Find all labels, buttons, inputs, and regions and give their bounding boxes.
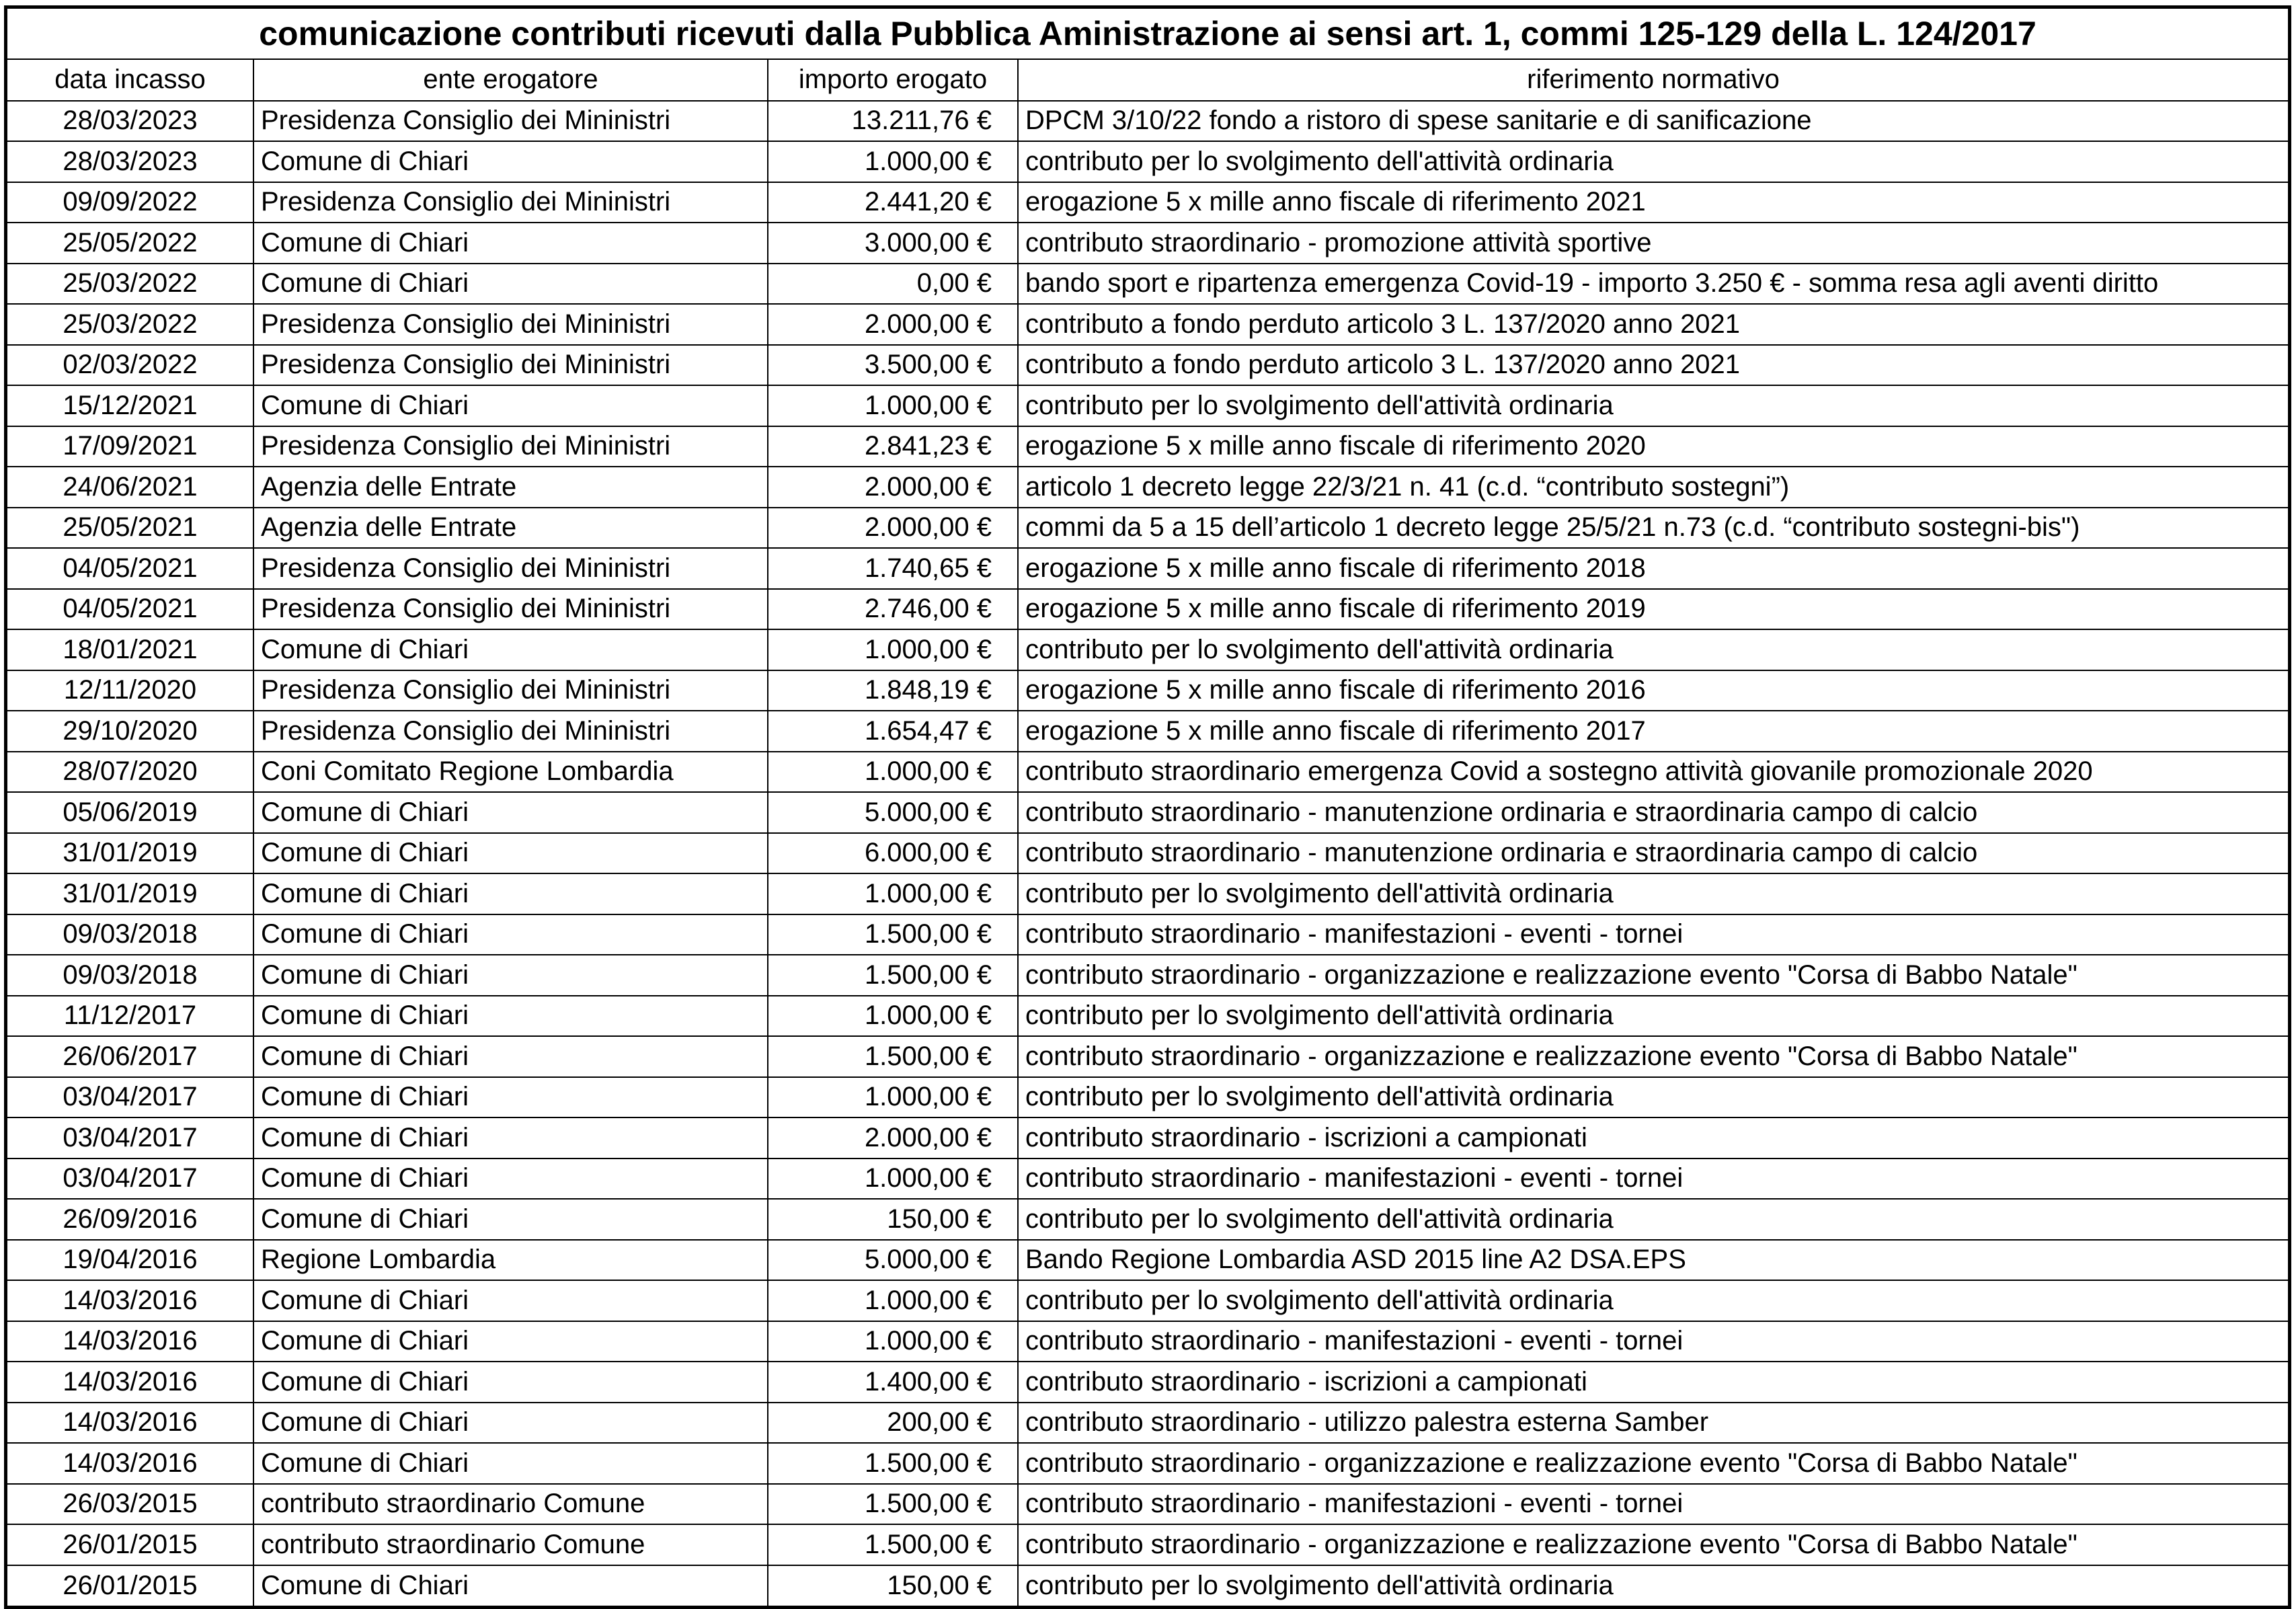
table-row [7,467,2288,508]
cell-reference: erogazione 5 x mille anno fiscale di riferimento 2020 [1018,426,2288,467]
cell-date: 26/01/2015 [7,1565,253,1606]
cell-reference: contributo a fondo perduto articolo 3 L. 137/2020 anno 2021 [1018,304,2288,345]
cell-date: 04/05/2021 [7,548,253,589]
cell-amount: 2.000,00 € [768,467,1018,508]
cell-reference: contributo per lo svolgimento dell'attività ordinaria [1018,1280,2288,1321]
cell-reference: contributo per lo svolgimento dell'attività ordinaria [1018,385,2288,426]
cell-reference: contributo straordinario - manifestazioni - eventi - tornei [1018,1484,2288,1525]
cell-date: 17/09/2021 [7,426,253,467]
cell-date: 26/06/2017 [7,1036,253,1077]
table-row [7,1484,2288,1525]
cell-reference: contributo straordinario - manutenzione ordinaria e straordinaria campo di calcio [1018,792,2288,833]
cell-ente: Comune di Chiari [253,1117,768,1159]
cell-ente: Presidenza Consiglio dei Mininistri [253,304,768,345]
cell-amount: 13.211,76 € [768,101,1018,142]
cell-ente: Presidenza Consiglio dei Mininistri [253,548,768,589]
cell-ente: contributo straordinario Comune [253,1524,768,1565]
cell-ente: Comune di Chiari [253,1159,768,1200]
cell-ente: Comune di Chiari [253,1362,768,1403]
cell-reference: DPCM 3/10/22 fondo a ristoro di spese sanitarie e di sanificazione [1018,101,2288,142]
table-row [7,711,2288,752]
cell-amount: 1.500,00 € [768,1484,1018,1525]
cell-date: 18/01/2021 [7,629,253,670]
contributions-sheet [4,5,2291,1609]
cell-ente: Comune di Chiari [253,141,768,182]
cell-date: 26/03/2015 [7,1484,253,1525]
cell-reference: contributo straordinario - organizzazione e realizzazione evento "Corsa di Babbo Natale" [1018,1036,2288,1077]
table-row [7,670,2288,711]
cell-amount: 1.500,00 € [768,1524,1018,1565]
cell-ente: Comune di Chiari [253,1077,768,1118]
table-row [7,1077,2288,1118]
cell-amount: 1.500,00 € [768,955,1018,996]
table-row [7,508,2288,549]
cell-ente: Presidenza Consiglio dei Mininistri [253,589,768,630]
cell-date: 03/04/2017 [7,1077,253,1118]
cell-amount: 150,00 € [768,1565,1018,1606]
cell-amount: 200,00 € [768,1403,1018,1444]
cell-date: 15/12/2021 [7,385,253,426]
cell-ente: Comune di Chiari [253,873,768,914]
cell-amount: 1.500,00 € [768,914,1018,955]
table-row [7,792,2288,833]
table-row [7,345,2288,386]
cell-ente: Comune di Chiari [253,1321,768,1362]
cell-amount: 0,00 € [768,264,1018,305]
cell-reference: contributo a fondo perduto articolo 3 L. 137/2020 anno 2021 [1018,345,2288,386]
cell-reference: contributo straordinario - manifestazioni - eventi - tornei [1018,914,2288,955]
cell-amount: 1.500,00 € [768,1036,1018,1077]
cell-date: 26/01/2015 [7,1524,253,1565]
cell-reference: erogazione 5 x mille anno fiscale di riferimento 2018 [1018,548,2288,589]
cell-ente: Comune di Chiari [253,1199,768,1240]
cell-ente: Presidenza Consiglio dei Mininistri [253,101,768,142]
cell-reference: erogazione 5 x mille anno fiscale di riferimento 2017 [1018,711,2288,752]
cell-reference: contributo straordinario - organizzazione e realizzazione evento "Corsa di Babbo Natale" [1018,1524,2288,1565]
cell-ente: Agenzia delle Entrate [253,467,768,508]
table-row [7,752,2288,793]
cell-amount: 1.000,00 € [768,629,1018,670]
cell-ente: Comune di Chiari [253,1280,768,1321]
cell-date: 25/05/2022 [7,223,253,264]
cell-ente: Comune di Chiari [253,833,768,874]
cell-amount: 3.500,00 € [768,345,1018,386]
cell-date: 26/09/2016 [7,1199,253,1240]
cell-ente: Presidenza Consiglio dei Mininistri [253,670,768,711]
cell-reference: contributo straordinario - manifestazioni - eventi - tornei [1018,1321,2288,1362]
cell-amount: 1.654,47 € [768,711,1018,752]
cell-reference: contributo straordinario - organizzazione e realizzazione evento "Corsa di Babbo Natale" [1018,955,2288,996]
table-row [7,589,2288,630]
cell-ente: Comune di Chiari [253,1443,768,1484]
cell-reference: contributo per lo svolgimento dell'attività ordinaria [1018,873,2288,914]
cell-amount: 2.746,00 € [768,589,1018,630]
cell-amount: 2.441,20 € [768,182,1018,223]
cell-date: 02/03/2022 [7,345,253,386]
cell-amount: 5.000,00 € [768,1240,1018,1281]
table-row [7,426,2288,467]
cell-amount: 1.000,00 € [768,996,1018,1037]
cell-date: 09/03/2018 [7,955,253,996]
cell-date: 29/10/2020 [7,711,253,752]
cell-reference: contributo straordinario - promozione attività sportive [1018,223,2288,264]
cell-reference: erogazione 5 x mille anno fiscale di riferimento 2019 [1018,589,2288,630]
table-row [7,629,2288,670]
cell-date: 14/03/2016 [7,1321,253,1362]
cell-ente: Comune di Chiari [253,1036,768,1077]
cell-ente: Presidenza Consiglio dei Mininistri [253,182,768,223]
table-row [7,1199,2288,1240]
cell-reference: contributo per lo svolgimento dell'attività ordinaria [1018,996,2288,1037]
cell-amount: 1.400,00 € [768,1362,1018,1403]
cell-date: 12/11/2020 [7,670,253,711]
cell-reference: erogazione 5 x mille anno fiscale di riferimento 2021 [1018,182,2288,223]
cell-date: 25/03/2022 [7,264,253,305]
cell-date: 19/04/2016 [7,1240,253,1281]
cell-amount: 6.000,00 € [768,833,1018,874]
cell-reference: Bando Regione Lombardia ASD 2015 line A2 DSA.EPS [1018,1240,2288,1281]
table-row [7,223,2288,264]
cell-date: 14/03/2016 [7,1443,253,1484]
cell-date: 25/03/2022 [7,304,253,345]
cell-reference: contributo per lo svolgimento dell'attività ordinaria [1018,1199,2288,1240]
cell-ente: Presidenza Consiglio dei Mininistri [253,345,768,386]
cell-ente: Presidenza Consiglio dei Mininistri [253,426,768,467]
cell-reference: contributo straordinario - organizzazione e realizzazione evento "Corsa di Babbo Natale" [1018,1443,2288,1484]
table-row [7,101,2288,142]
cell-ente: Agenzia delle Entrate [253,508,768,549]
cell-amount: 1.500,00 € [768,1443,1018,1484]
table-row [7,1117,2288,1159]
cell-date: 03/04/2017 [7,1117,253,1159]
cell-reference: commi da 5 a 15 dell’articolo 1 decreto legge 25/5/21 n.73 (c.d. “contributo sostegni-bis") [1018,508,2288,549]
cell-amount: 1.000,00 € [768,1077,1018,1118]
cell-amount: 1.848,19 € [768,670,1018,711]
cell-amount: 1.000,00 € [768,1321,1018,1362]
cell-amount: 2.000,00 € [768,508,1018,549]
table-row [7,141,2288,182]
cell-amount: 3.000,00 € [768,223,1018,264]
cell-reference: contributo per lo svolgimento dell'attività ordinaria [1018,141,2288,182]
table-row [7,1036,2288,1077]
cell-ente: Comune di Chiari [253,1565,768,1606]
cell-ente: Comune di Chiari [253,955,768,996]
table-row [7,873,2288,914]
table-row [7,182,2288,223]
cell-ente: Comune di Chiari [253,996,768,1037]
cell-date: 28/07/2020 [7,752,253,793]
cell-amount: 5.000,00 € [768,792,1018,833]
cell-date: 31/01/2019 [7,833,253,874]
cell-amount: 2.000,00 € [768,1117,1018,1159]
table-body [7,101,2288,1606]
cell-date: 05/06/2019 [7,792,253,833]
cell-amount: 1.000,00 € [768,141,1018,182]
table-row [7,914,2288,955]
table-row [7,1403,2288,1444]
cell-date: 14/03/2016 [7,1362,253,1403]
cell-reference: contributo per lo svolgimento dell'attività ordinaria [1025,1570,1614,1600]
cell-reference: contributo straordinario - manifestazioni - eventi - tornei [1018,1159,2288,1200]
cell-ente: Comune di Chiari [253,264,768,305]
cell-reference: contributo straordinario emergenza Covid a sostegno attività giovanile promozionale 2020 [1018,752,2288,793]
cell-date: 28/03/2023 [7,101,253,142]
cell-ente: Comune di Chiari [253,914,768,955]
cell-amount: 1.000,00 € [768,385,1018,426]
column-header-reference: riferimento normativo [1018,60,2288,101]
cell-amount: 150,00 € [768,1199,1018,1240]
column-header-amount: importo erogato [768,60,1018,101]
cell-amount: 1.000,00 € [768,752,1018,793]
table-row [7,385,2288,426]
cell-reference: bando sport e ripartenza emergenza Covid-19 - importo 3.250 € - somma resa agli aventi diritto [1018,264,2288,305]
cell-date: 25/05/2021 [7,508,253,549]
contributions-table [7,60,2288,1606]
cell-amount: 1.000,00 € [768,1280,1018,1321]
cell-amount: 1.000,00 € [768,1159,1018,1200]
cell-ente: Comune di Chiari [253,223,768,264]
table-row [7,548,2288,589]
table-row [7,1362,2288,1403]
cell-reference: erogazione 5 x mille anno fiscale di riferimento 2016 [1018,670,2288,711]
table-row [7,955,2288,996]
cell-ente: Comune di Chiari [253,385,768,426]
cell-reference: contributo straordinario - utilizzo palestra esterna Samber [1018,1403,2288,1444]
cell-date: 11/12/2017 [7,996,253,1037]
cell-date: 31/01/2019 [7,873,253,914]
cell-ente: Comune di Chiari [253,792,768,833]
table-row [7,264,2288,305]
cell-amount: 2.841,23 € [768,426,1018,467]
cell-reference: contributo straordinario - manutenzione ordinaria e straordinaria campo di calcio [1018,833,2288,874]
cell-date: 24/06/2021 [7,467,253,508]
cell-date: 03/04/2017 [7,1159,253,1200]
cell-reference: articolo 1 decreto legge 22/3/21 n. 41 (c.d. “contributo sostegni”) [1018,467,2288,508]
cell-ente: contributo straordinario Comune [253,1484,768,1525]
cell-amount: 1.000,00 € [768,873,1018,914]
cell-amount: 2.000,00 € [768,304,1018,345]
cell-ente: Coni Comitato Regione Lombardia [253,752,768,793]
column-header-date: data incasso [7,60,253,101]
cell-date: 14/03/2016 [7,1280,253,1321]
table-row [7,1159,2288,1200]
cell-ente: Comune di Chiari [253,1403,768,1444]
table-row [7,833,2288,874]
cell-reference: contributo per lo svolgimento dell'attività ordinaria [1018,629,2288,670]
cell-reference: contributo straordinario - iscrizioni a campionati [1018,1362,2288,1403]
cell-ente: Presidenza Consiglio dei Mininistri [253,711,768,752]
table-row [7,1565,2288,1606]
table-row [7,1321,2288,1362]
table-row [7,996,2288,1037]
table-row [7,1524,2288,1565]
table-row [7,1443,2288,1484]
cell-amount: 1.740,65 € [768,548,1018,589]
cell-date: 28/03/2023 [7,141,253,182]
cell-reference: contributo straordinario - iscrizioni a campionati [1018,1117,2288,1159]
cell-reference: contributo per lo svolgimento dell'attività ordinaria [1018,1077,2288,1118]
cell-date: 09/03/2018 [7,914,253,955]
column-header-ente: ente erogatore [253,60,768,101]
sheet-title: comunicazione contributi ricevuti dalla Pubblica Aministrazione ai sensi art. 1, commi 125-129 della L. 124/2017 [7,9,2288,60]
cell-date: 04/05/2021 [7,589,253,630]
table-row [7,304,2288,345]
header-row [7,60,2288,101]
cell-date: 09/09/2022 [7,182,253,223]
table-row [7,1240,2288,1281]
cell-ente: Comune di Chiari [253,629,768,670]
cell-date: 14/03/2016 [7,1403,253,1444]
table-row [7,1280,2288,1321]
cell-ente: Regione Lombardia [253,1240,768,1281]
